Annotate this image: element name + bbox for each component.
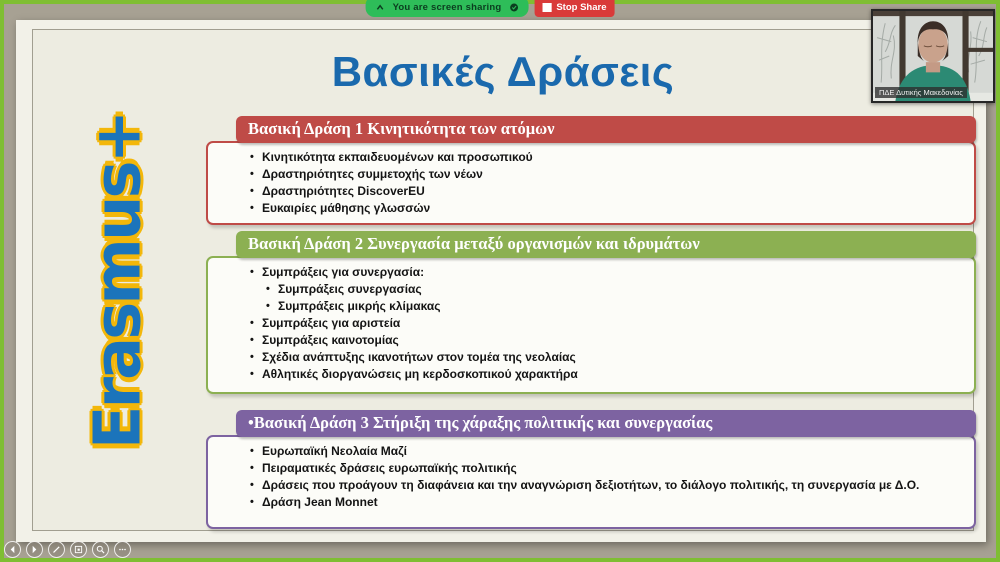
stop-icon (542, 3, 551, 12)
magnifier-icon (96, 545, 105, 554)
bullet-list (208, 149, 964, 217)
section-header-label: •Βασική Δράση 3 Στήριξη της χάραξης πολιτικής και συνεργασίας (248, 413, 713, 432)
section-panel (206, 435, 976, 529)
bullet-item: • Κινητικότητα εκπαιδευομένων και προσωπικού (250, 150, 533, 164)
slide-section (206, 231, 976, 394)
screen-sharing-pill[interactable] (366, 0, 529, 17)
bullet-item: • Συμπράξεις για συνεργασία: (250, 265, 425, 279)
bullet-item: • Δράσεις που προάγουν τη διαφάνεια και την αναγνώριση δεξιοτήτων, το διάλογο πολιτικής, τη συνεργασία με Δ.Ο. (250, 478, 920, 492)
screen-share-bar (366, 0, 615, 17)
bullet-item: • Ευρωπαϊκή Νεολαία Μαζί (250, 444, 408, 458)
section-panel (206, 256, 976, 394)
ellipsis-icon (118, 545, 127, 554)
pen-icon (52, 545, 61, 554)
bullet-item: • Συμπράξεις μικρής κλίμακας (266, 299, 441, 313)
bullet-item: • Συμπράξεις συνεργασίας (266, 282, 422, 296)
bullet-item: • Δραστηριότητες συμμετοχής των νέων (250, 167, 483, 181)
bullet-item: • Δράση Jean Monnet (250, 495, 378, 509)
participant-name-label: ΠΔΕ Δυτικής Μακεδονίας (875, 87, 967, 98)
section-header (236, 231, 976, 258)
erasmus-plus-logo-text: Erasmus+ (81, 112, 155, 450)
bullet-item: • Αθλητικές διοργανώσεις μη κερδοσκοπικού χαρακτήρα (250, 367, 578, 381)
bullet-item: • Πειραματικές δράσεις ευρωπαϊκής πολιτικής (250, 461, 517, 475)
sections (206, 116, 976, 535)
annotation-toolbar (4, 541, 131, 558)
stop-share-label: Stop Share (556, 1, 607, 13)
erasmus-plus-logo (39, 92, 197, 470)
section-panel (206, 141, 976, 225)
webcam-window[interactable] (871, 9, 995, 103)
section-header (236, 116, 976, 143)
shield-check-icon (509, 3, 518, 12)
bullet-list (208, 443, 964, 511)
slide-section (206, 116, 976, 225)
bullet-item: • Σχέδια ανάπτυξης ικανοτήτων στον τομέα της νεολαίας (250, 350, 576, 364)
arrow-right-icon (30, 545, 39, 554)
spotlight-button[interactable] (70, 541, 87, 558)
spotlight-icon (74, 545, 83, 554)
chevron-icon (376, 3, 385, 12)
arrow-left-icon (8, 545, 17, 554)
zoom-button[interactable] (92, 541, 109, 558)
previous-slide-button[interactable] (4, 541, 21, 558)
section-header-label: Βασική Δράση 2 Συνεργασία μεταξύ οργανισμών και ιδρυμάτων (248, 234, 700, 253)
more-button[interactable] (114, 541, 131, 558)
annotate-button[interactable] (48, 541, 65, 558)
bullet-item: • Δραστηριότητες DiscoverEU (250, 184, 425, 198)
slide (32, 29, 974, 531)
next-slide-button[interactable] (26, 541, 43, 558)
stop-share-button[interactable] (534, 0, 614, 17)
presentation-app-frame (16, 20, 986, 542)
section-header-label: Βασική Δράση 1 Κινητικότητα των ατόμων (248, 119, 555, 138)
section-header (236, 410, 976, 437)
bullet-item: • Συμπράξεις για αριστεία (250, 316, 401, 330)
slide-title: Βασικές Δράσεις (331, 48, 675, 95)
sharing-status-text: You are screen sharing (392, 1, 502, 13)
slide-section (206, 410, 976, 529)
bullet-item: • Συμπράξεις καινοτομίας (250, 333, 399, 347)
bullet-list (208, 264, 964, 383)
bullet-item: • Ευκαιρίες μάθησης γλωσσών (250, 201, 431, 215)
